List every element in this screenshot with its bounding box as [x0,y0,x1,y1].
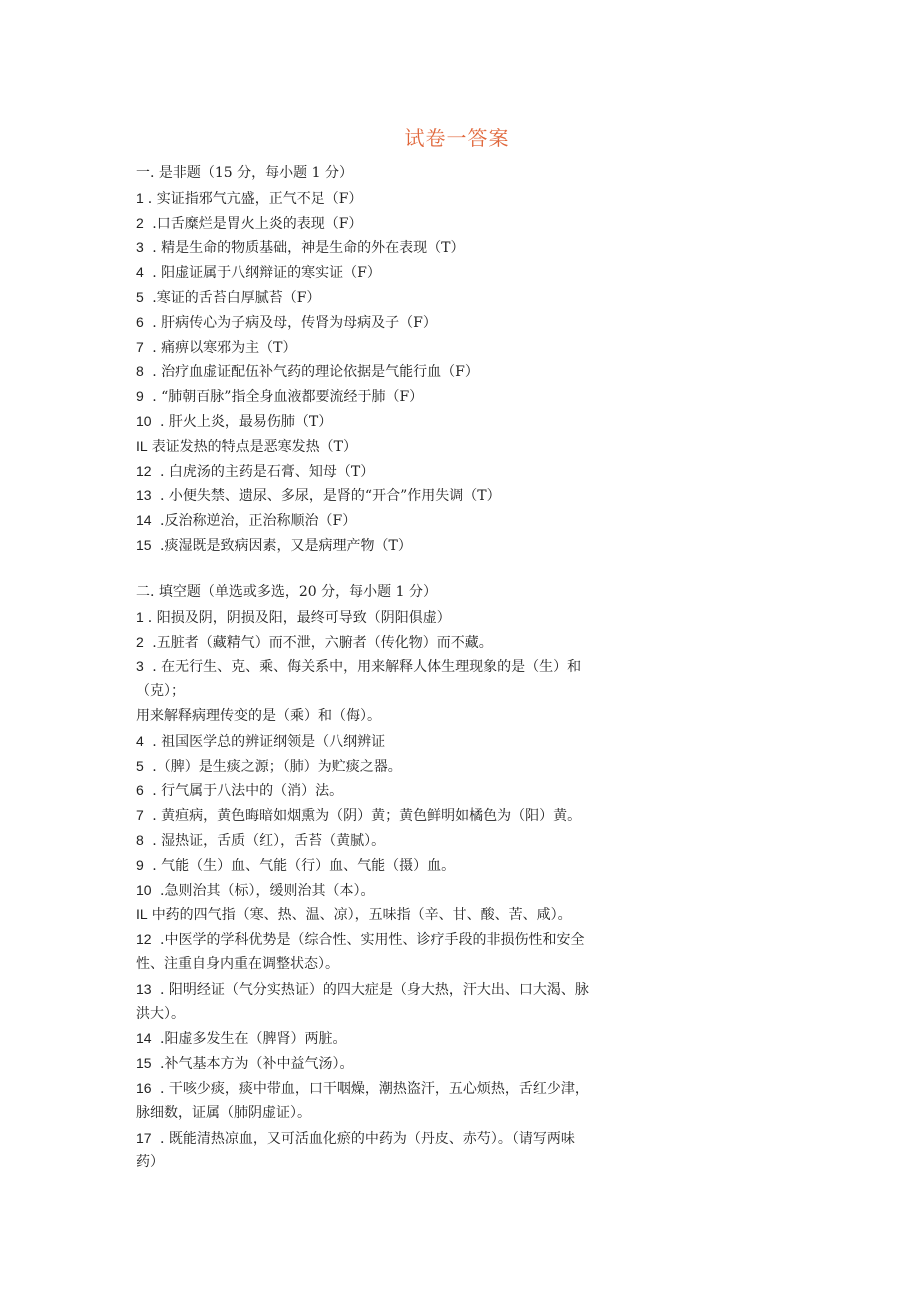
item-number: 4 [136,732,144,749]
item-text: .反治称逆治，正治称顺治（F） [155,513,357,530]
item-text: 脉细数，证属（肺阴虚证）。 [136,1104,311,1121]
item-text: 性、注重自身内重在调整状态）。 [136,955,339,972]
true-false-item [136,260,656,285]
fill-in-line [136,654,656,679]
item-number: 2 [136,214,144,231]
item-number: 13 [136,487,152,504]
item-number: 12 [136,931,152,948]
document-title: 试卷一答案 [404,126,510,150]
item-text: . “肺朝百脉”指全身血液都要流经于肺（F） [147,389,424,406]
item-text: 药） [136,1154,164,1171]
fill-in-line [136,1076,656,1101]
item-text: 表证发热的特点是恶寒发热（T） [151,438,358,455]
true-false-item [136,235,656,260]
true-false-item [136,186,656,211]
item-number: 4 [136,264,144,281]
item-number: 15 [136,536,152,553]
item-text: . 肝火上炎，最易伤肺（T） [155,413,333,430]
item-number: 8 [136,831,144,848]
item-number: 10 [136,412,152,429]
item-text: .阳虚多发生在（脾肾）两脏。 [155,1031,347,1048]
item-text: . 精是生命的物质基础，神是生命的外在表现（T） [147,240,465,257]
item-number: IL [136,906,148,923]
item-number: 9 [136,388,144,405]
fill-in-section [136,580,656,1175]
fill-in-line [136,1150,656,1175]
fill-in-line [136,605,656,630]
item-number: 6 [136,313,144,330]
item-number: 16 [136,1079,152,1096]
true-false-item [136,409,656,434]
item-number: 6 [136,782,144,799]
item-text: . 气能（生）血、气能（行）血、气能（摄）血。 [147,857,456,874]
item-text: 用来解释病理传变的是（乘）和（侮）。 [136,707,381,724]
item-text: . 祖国医学总的辨证纲领是（八纲辨证 [147,733,386,750]
fill-in-line [136,778,656,803]
fill-in-line [136,754,656,779]
item-text: 洪大）。 [136,1005,185,1022]
true-false-item [136,459,656,484]
item-text: . 肝病传心为子病及母，传肾为母病及子（F） [147,314,437,331]
fill-in-line [136,1101,656,1126]
fill-in-line [136,977,656,1002]
item-text: . 湿热证，舌质（红），舌苔（黄腻）。 [147,832,386,849]
item-text: .补气基本方为（补中益气汤）。 [155,1056,354,1073]
item-number: 1 [136,189,144,206]
item-text: .口舌糜烂是胃火上炎的表现（F） [147,215,363,232]
item-text: . 黄疸病，黄色晦暗如烟熏为（阴）黄；黄色鲜明如橘色为（阳）黄。 [147,808,582,825]
item-number: 13 [136,980,152,997]
item-text: . 阳虚证属于八纲辩证的寒实证（F） [147,265,381,282]
fill-in-line [136,729,656,754]
item-number: 5 [136,288,144,305]
fill-in-line [136,902,656,927]
item-text: . 治疗血虚证配伍补气药的理论依据是气能行血（F） [147,364,479,381]
true-false-list [136,186,656,558]
item-text: 中药的四气指（寒、热、温、凉），五味指（辛、甘、酸、苦、咸）。 [151,907,572,924]
true-false-item [136,384,656,409]
item-number: 2 [136,633,144,650]
true-false-item [136,533,656,558]
fill-in-line [136,828,656,853]
true-false-item [136,434,656,459]
fill-in-line [136,1026,656,1051]
item-number: 9 [136,856,144,873]
item-text: .五脏者（藏精气）而不泄，六腑者（传化物）而不藏。 [147,634,493,651]
true-false-item [136,508,656,533]
item-number: 3 [136,658,144,675]
true-false-item [136,285,656,310]
item-number: 8 [136,363,144,380]
item-number: 7 [136,807,144,824]
fill-in-line [136,630,656,655]
section-heading-fill-in: 二. 填空题（单选或多选，20 分，每小题 1 分） [136,584,437,600]
item-text: . 白虎汤的主药是石膏、知母（T） [155,463,375,480]
item-text: .急则治其（标），缓则治其（本）。 [155,882,375,899]
item-text: .痰湿既是致病因素，又是病理产物（T） [155,537,412,554]
fill-in-list [136,605,656,1175]
item-text: . 在无行生、克、乘、侮关系中，用来解释人体生理现象的是（生）和 [147,659,582,676]
item-text: . 小便失禁、遗尿、多尿，是肾的“开合”作用失调（T） [155,488,501,505]
item-number: 12 [136,462,152,479]
item-number: 10 [136,881,152,898]
fill-in-line [136,853,656,878]
item-text: . 痛痹以寒邪为主（T） [147,339,297,356]
true-false-item [136,483,656,508]
item-number: 17 [136,1129,152,1146]
item-text: . 行气属于八法中的（消）法。 [147,783,344,800]
fill-in-line [136,952,656,977]
true-false-section [136,161,656,558]
item-number: 1 [136,608,144,625]
item-number: 14 [136,1030,152,1047]
item-number: 3 [136,239,144,256]
fill-in-line [136,803,656,828]
item-text: . 阳损及阴，阴损及阳，最终可导致（阴阳俱虚） [147,609,451,626]
item-text: . 既能清热凉血，又可活血化瘀的中药为（丹皮、赤芍）。（请写两味 [155,1130,575,1147]
fill-in-line [136,704,656,729]
item-number: 5 [136,757,144,774]
item-text: . 干咳少痰，痰中带血，口干咽燥，潮热盗汗，五心烦热，舌红少津， [155,1080,589,1097]
fill-in-line [136,679,656,704]
item-text: . 阳明经证（气分实热证）的四大症是（身大热，汗大出、口大渴、脉 [155,981,589,998]
item-text: . 实证指邪气亢盛，正气不足（F） [147,190,363,207]
fill-in-line [136,927,656,952]
true-false-item [136,211,656,236]
item-number: 14 [136,512,152,529]
item-text: （克）； [136,683,185,700]
item-number: 7 [136,338,144,355]
fill-in-line [136,1002,656,1027]
true-false-item [136,359,656,384]
true-false-item [136,335,656,360]
item-number: 15 [136,1055,152,1072]
fill-in-line [136,1051,656,1076]
item-text: .（脾）是生痰之源；（肺）为贮痰之器。 [147,758,402,775]
item-text: .寒证的舌苔白厚腻苔（F） [147,289,321,306]
item-number: IL [136,437,148,454]
section-heading-true-false: 一. 是非题（15 分，每小题 1 分） [136,165,353,181]
true-false-item [136,310,656,335]
fill-in-line [136,1126,656,1151]
item-text: .中医学的学科优势是（综合性、实用性、诊疗手段的非损伤性和安全 [155,932,585,949]
fill-in-line [136,878,656,903]
